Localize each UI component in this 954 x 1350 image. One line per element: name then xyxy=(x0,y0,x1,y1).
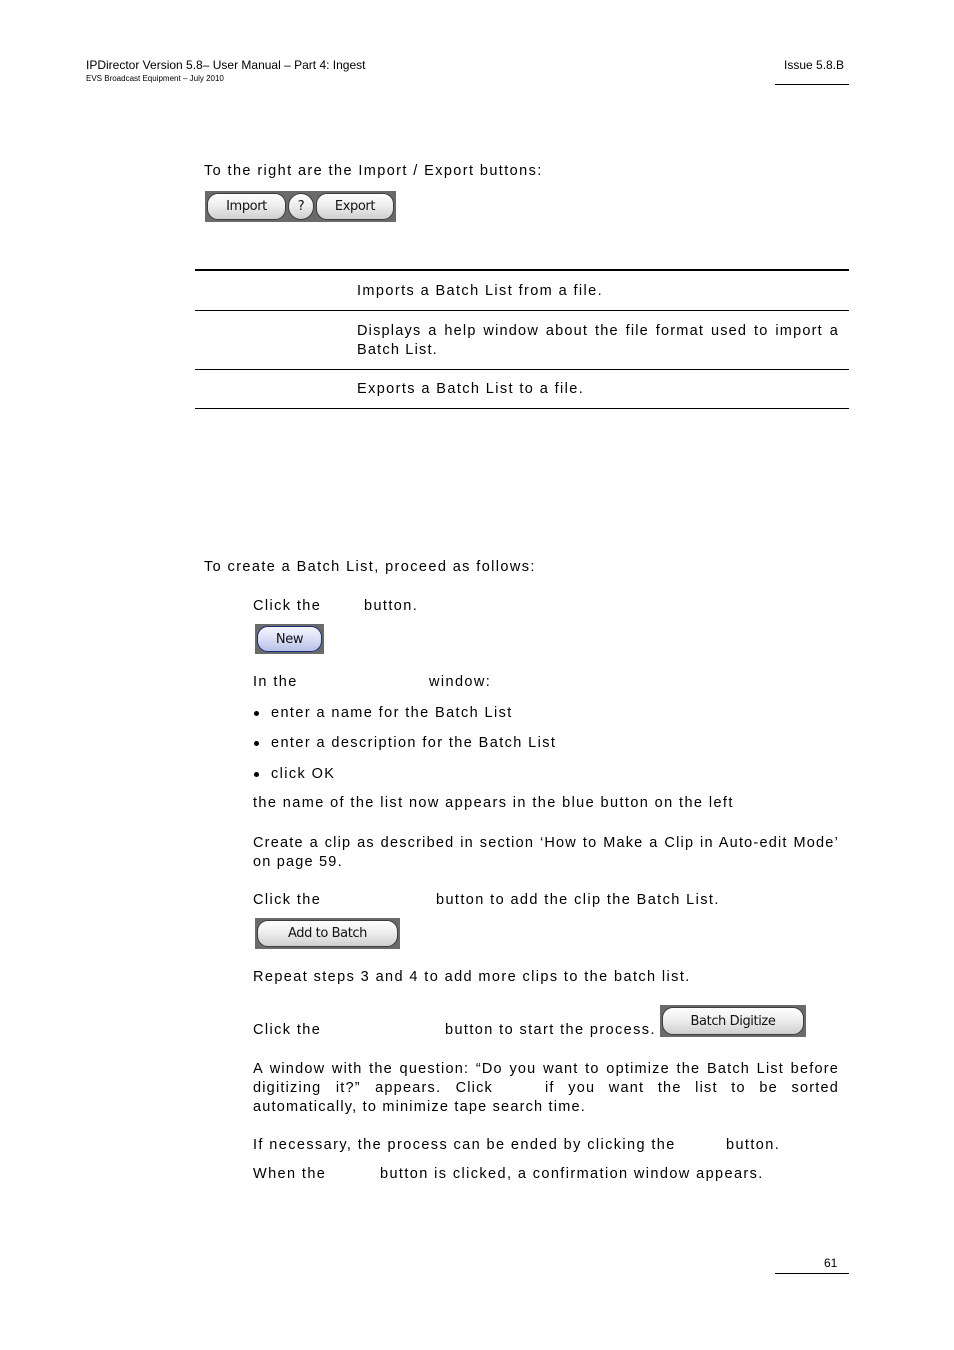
step7-note-end: button is clicked, a confirmation window appears. xyxy=(380,1166,764,1182)
step1-text: Click the xyxy=(253,598,322,614)
table-top-rule xyxy=(195,269,849,271)
bullet-dot xyxy=(254,772,259,777)
header-title: IPDirector Version 5.8– User Manual – Part 4: Ingest xyxy=(86,58,366,72)
step3-line: Create a clip as described in section ‘How to Make a Clip in Auto-edit Mode’ xyxy=(253,835,839,851)
step6-note xyxy=(253,1060,839,1117)
bullet-dot xyxy=(254,741,259,746)
table-bottom-rule xyxy=(195,408,849,409)
step7-text: If necessary, the process can be ended by clicking the xyxy=(253,1137,676,1153)
header-issue: Issue 5.8.B xyxy=(784,58,845,72)
step2-result: the name of the list now appears in the blue button on the left xyxy=(253,795,734,811)
header-subtitle: EVS Broadcast Equipment – July 2010 xyxy=(86,74,224,83)
step2-text-end: window: xyxy=(429,674,492,690)
step6-note-line2-start: digitizing it?” appears. Click xyxy=(253,1080,493,1096)
step6-note-line: automatically, to minimize tape search time. xyxy=(253,1099,586,1115)
step4-text: Click the xyxy=(253,892,322,908)
footer-rule xyxy=(775,1273,849,1274)
table-row xyxy=(357,322,839,360)
table-row-line: Batch List. xyxy=(357,342,438,358)
table-row: Imports a Batch List from a file. xyxy=(357,283,604,299)
step5-text: Repeat steps 3 and 4 to add more clips to the batch list. xyxy=(253,969,691,985)
step7-text-end: button. xyxy=(726,1137,781,1153)
step3-text xyxy=(253,834,839,872)
export-button[interactable]: Export xyxy=(316,193,394,220)
list-item: enter a description for the Batch List xyxy=(271,735,557,751)
batch-digitize-button[interactable]: Batch Digitize xyxy=(662,1007,804,1035)
header-rule xyxy=(775,84,849,85)
table-row-line: Displays a help window about the file format used to import a xyxy=(357,323,839,339)
import-button[interactable]: Import xyxy=(207,193,286,220)
table-row-divider xyxy=(195,369,849,370)
step6-text: Click the xyxy=(253,1022,322,1038)
step1-text-end: button. xyxy=(364,598,419,614)
list-item: click OK xyxy=(271,766,336,782)
step3-line: on page 59. xyxy=(253,854,343,870)
step6-note-line2-end: if you want the list to be sorted xyxy=(545,1080,839,1096)
list-item: enter a name for the Batch List xyxy=(271,705,513,721)
step2-text: In the xyxy=(253,674,298,690)
table-row: Exports a Batch List to a file. xyxy=(357,381,585,397)
add-to-batch-button[interactable]: Add to Batch xyxy=(257,920,398,947)
help-button[interactable]: ? xyxy=(288,193,314,220)
bullet-dot xyxy=(254,711,259,716)
page-number: 61 xyxy=(824,1256,838,1270)
procedure-intro: To create a Batch List, proceed as follows: xyxy=(204,559,536,575)
intro-text: To the right are the Import / Export buttons: xyxy=(204,163,543,179)
table-row-divider xyxy=(195,310,849,311)
step6-note-line xyxy=(253,1079,839,1098)
step4-text-end: button to add the clip the Batch List. xyxy=(436,892,720,908)
step7-note-start: When the xyxy=(253,1166,327,1182)
new-button[interactable]: New xyxy=(257,626,322,652)
step6-note-line: A window with the question: “Do you want to optimize the Batch List before xyxy=(253,1061,839,1077)
step6-text-end: button to start the process. xyxy=(445,1022,656,1038)
